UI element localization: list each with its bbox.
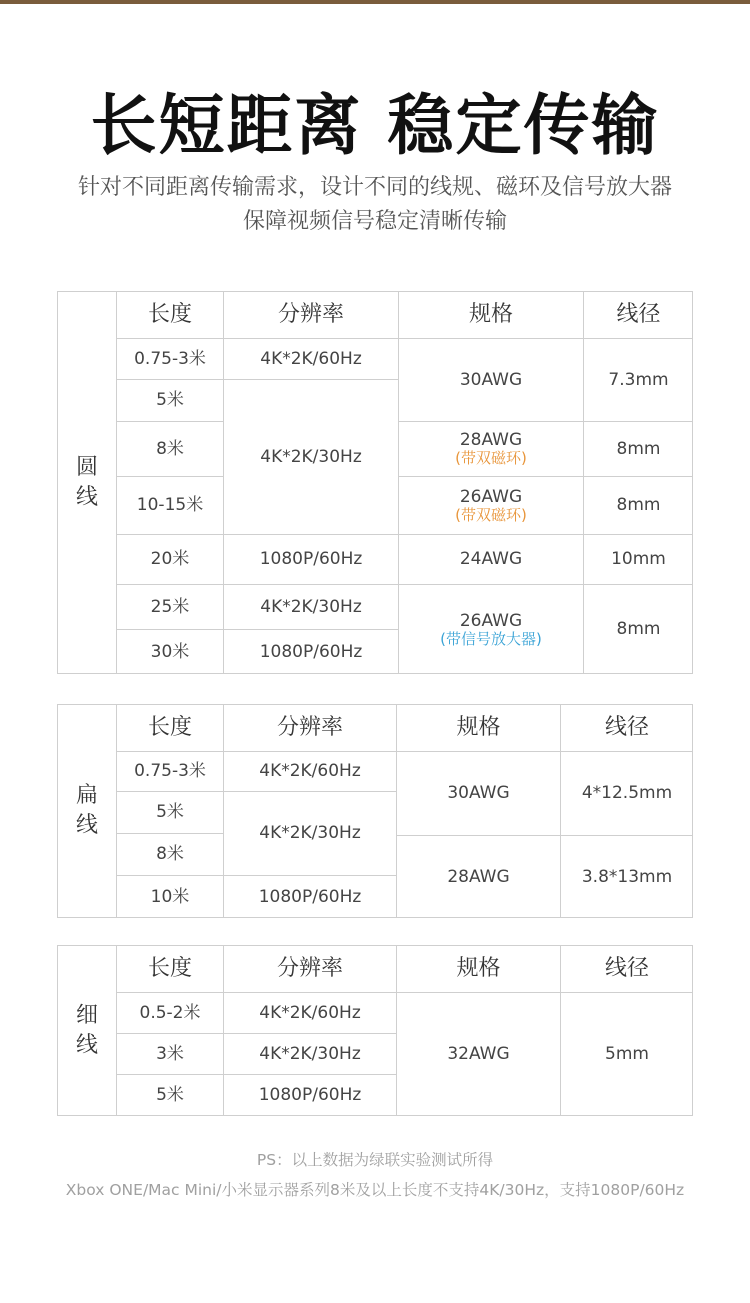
length-cell: 0.75-3米 xyxy=(116,751,223,791)
header-length: 长度 xyxy=(116,291,223,338)
header-diameter: 线径 xyxy=(583,291,693,338)
length-cell: 0.75-3米 xyxy=(116,338,223,379)
diameter-cell: 4*12.5mm xyxy=(560,751,693,835)
round-cable-table xyxy=(57,291,693,674)
length-cell: 8米 xyxy=(116,421,223,476)
spec-cell: 30AWG xyxy=(398,338,583,421)
spec-cell: 26AWG (带双磁环) xyxy=(398,476,583,534)
diameter-cell: 3.8*13mm xyxy=(560,835,693,918)
length-cell: 10米 xyxy=(116,875,223,918)
header-diameter: 线径 xyxy=(560,704,693,751)
diameter-cell: 8mm xyxy=(583,421,693,476)
header-length: 长度 xyxy=(116,945,223,992)
resolution-cell: 4K*2K/60Hz xyxy=(223,751,396,791)
resolution-cell: 4K*2K/30Hz xyxy=(223,791,396,875)
diameter-cell: 10mm xyxy=(583,534,693,584)
spec-cell: 30AWG xyxy=(396,751,560,835)
resolution-cell: 4K*2K/30Hz xyxy=(223,1033,396,1074)
length-cell: 30米 xyxy=(116,629,223,674)
header-resolution: 分辨率 xyxy=(223,704,396,751)
spec-cell: 28AWG (带双磁环) xyxy=(398,421,583,476)
length-cell: 20米 xyxy=(116,534,223,584)
diameter-cell: 8mm xyxy=(583,584,693,674)
diameter-cell: 8mm xyxy=(583,476,693,534)
spec-note: (带信号放大器) xyxy=(440,629,542,648)
diameter-cell: 7.3mm xyxy=(583,338,693,421)
spec-cell: 28AWG xyxy=(396,835,560,918)
resolution-cell: 4K*2K/30Hz xyxy=(223,379,398,534)
length-cell: 5米 xyxy=(116,379,223,421)
spec-cell: 26AWG (带信号放大器) xyxy=(398,584,583,674)
spec-cell: 32AWG xyxy=(396,992,560,1116)
subtitle-line-1: 针对不同距离传输需求，设计不同的线规、磁环及信号放大器 xyxy=(77,175,672,200)
footnote-line-1: PS：以上数据为绿联实验测试所得 xyxy=(256,1151,494,1169)
length-cell: 25米 xyxy=(116,584,223,629)
length-cell: 8米 xyxy=(116,833,223,875)
length-cell: 3米 xyxy=(116,1033,223,1074)
round-cable-label: 圆 线 xyxy=(75,454,98,510)
length-cell: 10-15米 xyxy=(116,476,223,534)
subtitle-line-2: 保障视频信号稳定清晰传输 xyxy=(242,209,507,234)
flat-cable-label: 扁 线 xyxy=(75,783,98,838)
flat-cable-table xyxy=(57,704,693,918)
spec-note: (带双磁环) xyxy=(455,505,527,524)
header-resolution: 分辨率 xyxy=(223,291,398,338)
resolution-cell: 4K*2K/60Hz xyxy=(223,992,396,1033)
resolution-cell: 1080P/60Hz xyxy=(223,875,396,918)
length-cell: 5米 xyxy=(116,1074,223,1116)
diameter-cell: 5mm xyxy=(560,992,693,1116)
header-spec: 规格 xyxy=(396,704,560,751)
resolution-cell: 4K*2K/60Hz xyxy=(223,338,398,379)
top-border xyxy=(0,0,750,4)
spec-cell: 24AWG xyxy=(398,534,583,584)
resolution-cell: 1080P/60Hz xyxy=(223,629,398,674)
thin-cable-table xyxy=(57,945,693,1116)
header-spec: 规格 xyxy=(396,945,560,992)
header-length: 长度 xyxy=(116,704,223,751)
page-title: 长短距离 稳定传输 xyxy=(90,87,660,164)
spec-note: (带双磁环) xyxy=(455,449,527,468)
resolution-cell: 1080P/60Hz xyxy=(223,1074,396,1116)
footnote-line-2: Xbox ONE/Mac Mini/小米显示器系列8米及以上长度不支持4K/30Hz，支持1080P/60Hz xyxy=(65,1181,685,1199)
resolution-cell: 4K*2K/30Hz xyxy=(223,584,398,629)
length-cell: 0.5-2米 xyxy=(116,992,223,1033)
header-diameter: 线径 xyxy=(560,945,693,992)
thin-cable-label: 细 线 xyxy=(75,1002,98,1058)
resolution-cell: 1080P/60Hz xyxy=(223,534,398,584)
header-spec: 规格 xyxy=(398,291,583,338)
length-cell: 5米 xyxy=(116,791,223,833)
header-resolution: 分辨率 xyxy=(223,945,396,992)
